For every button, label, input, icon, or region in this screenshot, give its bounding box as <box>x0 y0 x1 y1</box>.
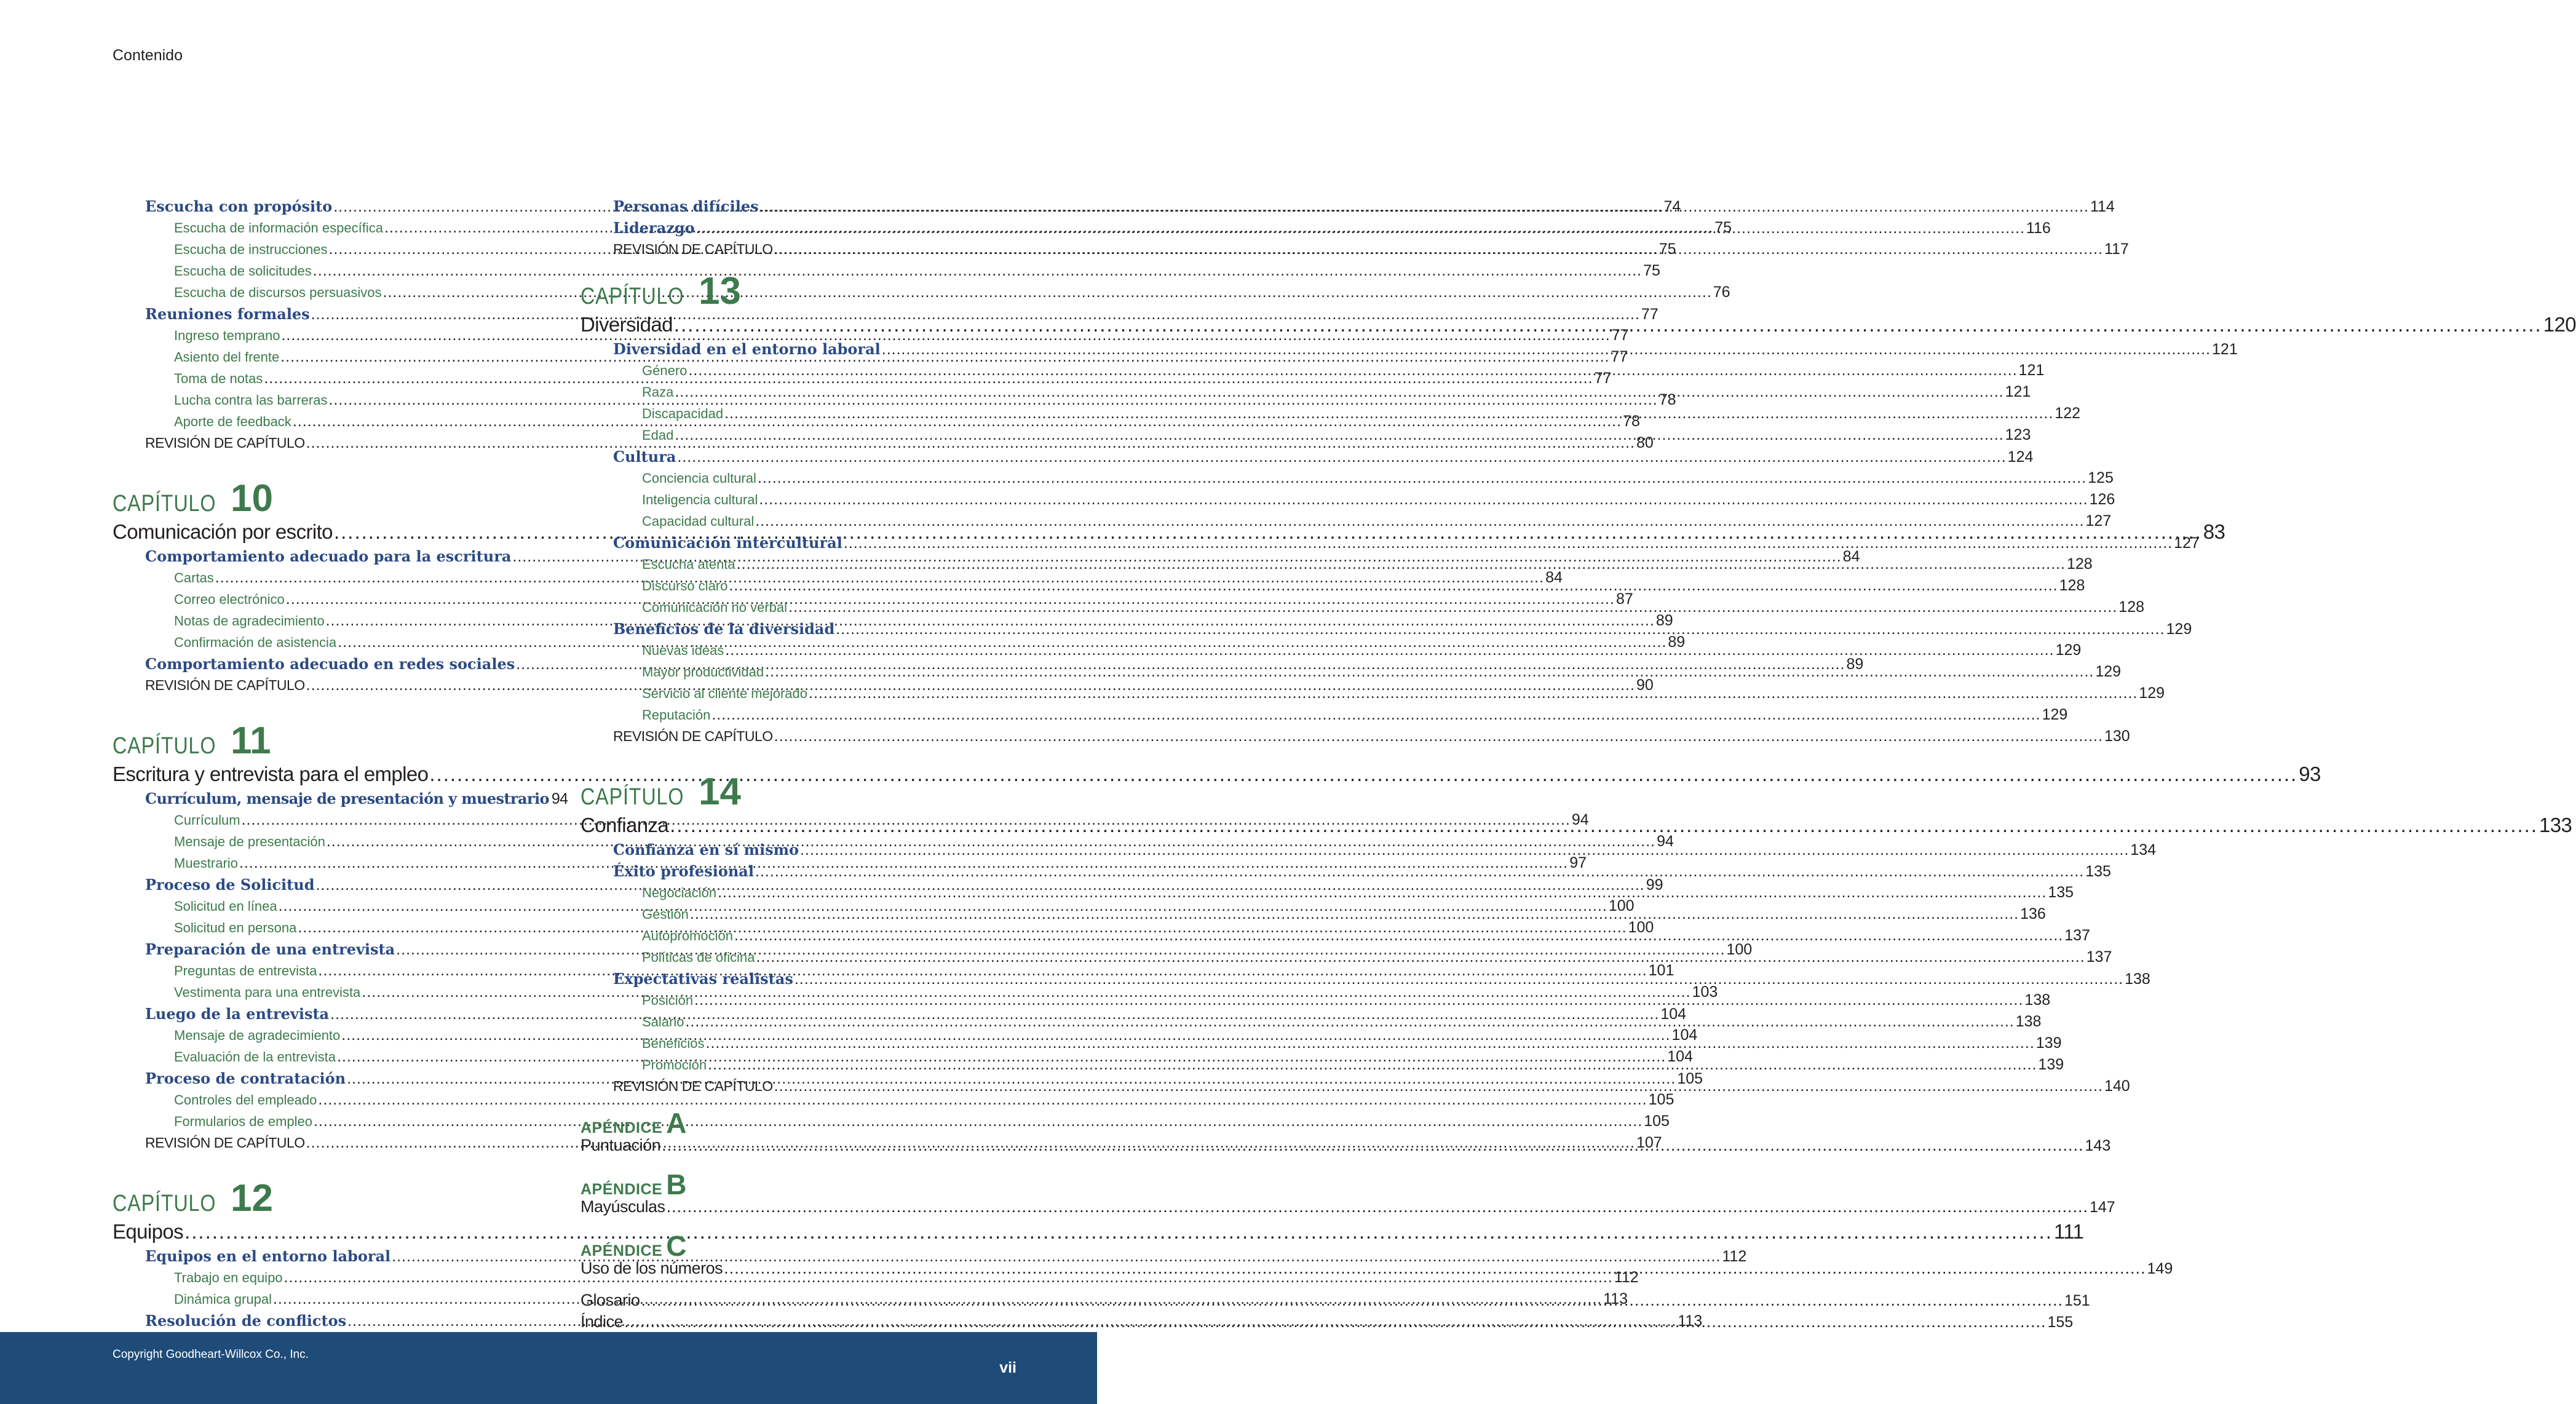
leader-dots <box>696 220 2025 237</box>
toc-page: 99 <box>1646 876 1663 894</box>
toc-chapter-review[interactable] <box>581 728 2130 749</box>
toc-title: Lucha contra las barreras <box>174 392 328 408</box>
toc-title: Gestión <box>642 906 689 922</box>
toc-title: Discurso claro <box>642 578 728 593</box>
leader-dots <box>667 1197 2088 1216</box>
leader-dots <box>674 313 2542 336</box>
toc-page: 100 <box>1608 897 1635 914</box>
toc-page: 113 <box>1603 1290 1628 1307</box>
toc-title: Cartas <box>174 570 214 585</box>
toc-title: Reuniones formales <box>145 305 310 323</box>
toc-page: 78 <box>1659 391 1676 408</box>
chapter-number: 11 <box>231 720 271 762</box>
toc-page: 75 <box>1714 219 1732 236</box>
toc-page: 84 <box>1842 548 1860 565</box>
toc-title: Comportamiento adecuado para la escritura <box>145 547 512 565</box>
toc-section[interactable] <box>581 448 2034 469</box>
toc-page: 136 <box>2020 905 2046 922</box>
toc-title: Confianza <box>581 814 669 836</box>
toc-page: 121 <box>2005 383 2031 400</box>
toc-title: Comunicación por escrito <box>113 520 333 543</box>
leader-dots <box>774 240 2103 258</box>
appendix-word: APÉNDICE <box>581 1119 663 1136</box>
toc-page: 138 <box>2125 970 2150 988</box>
leader-dots <box>760 198 2089 216</box>
toc-page: 138 <box>2024 991 2051 1009</box>
toc-title: Asiento del frente <box>174 349 280 365</box>
toc-page: 135 <box>2085 863 2111 880</box>
toc-page: 75 <box>1659 240 1676 258</box>
toc-title: Correo electrónico <box>174 592 285 607</box>
toc-section[interactable] <box>581 534 2200 555</box>
toc-page: 89 <box>1655 612 1673 629</box>
toc-chapter-title[interactable] <box>113 1220 2084 1247</box>
leader-dots <box>708 1056 2037 1074</box>
toc-title: Preparación de una entrevista <box>145 940 395 958</box>
toc-page: 123 <box>2005 426 2031 443</box>
toc-page: 127 <box>2085 512 2112 529</box>
toc-page: 89 <box>1668 633 1686 651</box>
toc-page: 77 <box>1611 348 1628 365</box>
toc-page: 129 <box>2042 706 2068 723</box>
toc-title: Personas difíciles <box>613 197 759 215</box>
toc-page: 78 <box>1623 413 1640 430</box>
toc-title: Comportamiento adecuado en redes sociales <box>145 655 515 673</box>
toc-title: Glosario <box>581 1291 640 1309</box>
toc-title: Escucha con propósito <box>145 197 333 215</box>
toc-title: Diversidad en el entorno laboral <box>613 340 881 358</box>
toc-title: Currículum, mensaje de presentación y muestrario <box>145 790 549 807</box>
toc-title: Mensaje de presentación <box>174 834 325 849</box>
toc-subsection[interactable] <box>581 469 2114 491</box>
toc-page: 111 <box>2053 1220 2084 1243</box>
toc-page: 137 <box>2086 948 2112 966</box>
toc-page: 139 <box>2038 1056 2064 1073</box>
toc-title: Currículum <box>174 812 240 828</box>
leader-dots <box>670 814 2538 837</box>
toc-title: Luego de la entrevista <box>145 1005 330 1023</box>
leader-dots <box>800 841 2129 859</box>
toc-page: 130 <box>2104 728 2130 745</box>
toc-page: 140 <box>2104 1077 2130 1095</box>
leader-dots <box>641 1291 2063 1310</box>
toc-page: 93 <box>2299 763 2321 785</box>
toc-page: 128 <box>2066 555 2093 573</box>
toc-title: Aporte de feedback <box>174 414 291 429</box>
toc-title: Éxito profesional <box>613 862 754 880</box>
toc-page: 127 <box>2174 534 2200 552</box>
toc-page: 104 <box>1671 1026 1698 1044</box>
appendix-heading <box>581 1168 1018 1200</box>
chapter-number: 10 <box>231 477 274 520</box>
chapter-word: CAPÍTULO <box>113 491 216 517</box>
leader-dots <box>774 728 2103 745</box>
toc-subsection[interactable] <box>113 1269 1639 1290</box>
toc-title: Negociación <box>642 885 717 900</box>
toc-title: Inteligencia cultural <box>642 492 758 507</box>
toc-title: REVISIÓN DE CAPÍTULO <box>613 241 773 257</box>
toc-page: 105 <box>1677 1070 1703 1087</box>
toc-page: 84 <box>1545 569 1563 586</box>
toc-title: REVISIÓN DE CAPÍTULO <box>613 728 773 744</box>
toc-title: Escucha de discursos persuasivos <box>174 285 382 300</box>
toc-title: REVISIÓN DE CAPÍTULO <box>145 435 305 451</box>
chapter-number: 12 <box>231 1177 274 1220</box>
toc-subsection[interactable] <box>113 327 1629 348</box>
toc-section[interactable] <box>113 790 568 811</box>
toc-page: 139 <box>2035 1034 2062 1052</box>
toc-page: 117 <box>2104 240 2129 258</box>
leader-dots <box>724 1259 2146 1278</box>
toc-title: Proceso de Solicitud <box>145 876 315 894</box>
leader-dots <box>737 555 2066 573</box>
toc-page: 80 <box>1636 434 1654 451</box>
toc-subsection[interactable] <box>581 706 2068 728</box>
appendix-word: APÉNDICE <box>581 1181 663 1198</box>
leader-dots <box>624 1312 2046 1331</box>
toc-page: 147 <box>2089 1199 2115 1216</box>
toc-subsection[interactable] <box>113 1091 1674 1112</box>
toc-title: Mensaje de agradecimiento <box>174 1028 341 1043</box>
toc-title: Resolución de conflictos <box>145 1312 347 1330</box>
toc-page: 101 <box>1648 962 1674 979</box>
toc-page: 89 <box>1846 656 1864 673</box>
leader-dots <box>844 534 2173 552</box>
toc-title: Formularios de empleo <box>174 1114 312 1129</box>
copyright-text: Copyright Goodheart-Willcox Co., Inc. <box>113 1348 309 1361</box>
toc-page: 94 <box>551 790 568 807</box>
toc-title: Mayor productividad <box>642 664 764 680</box>
toc-page: 126 <box>2089 491 2115 508</box>
toc-chapter-title[interactable] <box>113 763 2321 790</box>
chapter-heading <box>581 770 1018 814</box>
toc-title: Políticas de oficina <box>642 950 755 965</box>
toc-page: 103 <box>1692 983 1718 1001</box>
toc-page: 124 <box>2007 448 2034 466</box>
chapter-word: CAPÍTULO <box>113 1191 216 1216</box>
toc-page: 129 <box>2055 641 2082 659</box>
toc-page: 107 <box>1636 1134 1662 1151</box>
appendix-word: APÉNDICE <box>581 1242 663 1259</box>
toc-title: Promoción <box>642 1057 707 1073</box>
leader-dots <box>774 1077 2103 1095</box>
chapter-word: CAPÍTULO <box>581 284 684 309</box>
leader-dots <box>755 512 2084 530</box>
toc-title: Muestrario <box>174 855 238 871</box>
toc-page: 77 <box>1594 370 1612 387</box>
chapter-number: 14 <box>699 771 742 813</box>
leader-dots <box>675 383 2003 401</box>
toc-page: 105 <box>1648 1091 1674 1108</box>
leader-dots <box>765 663 2094 681</box>
toc-page: 116 <box>2026 220 2051 237</box>
toc-page: 100 <box>1628 919 1654 936</box>
toc-title: Edad <box>642 427 674 443</box>
leader-dots <box>734 927 2063 945</box>
toc-title: Beneficios de la diversidad <box>613 620 835 638</box>
toc-title: Beneficios <box>642 1036 705 1051</box>
toc-page: 74 <box>1663 198 1681 215</box>
toc-page: 114 <box>2090 198 2115 215</box>
toc-page: 83 <box>2203 520 2225 543</box>
toc-title: Controles del empleado <box>174 1092 317 1108</box>
toc-page: 128 <box>2118 598 2145 616</box>
footer-bar <box>0 1332 1097 1404</box>
toc-page: 128 <box>2059 577 2085 594</box>
leader-dots <box>755 863 2084 881</box>
appendix-letter: A <box>666 1107 687 1139</box>
toc-page: 129 <box>2139 684 2165 702</box>
leader-dots <box>759 491 2088 509</box>
toc-title: Comunicación no verbal <box>642 600 788 615</box>
toc-title: Notas de agradecimiento <box>174 613 325 629</box>
toc-title: REVISIÓN DE CAPÍTULO <box>145 677 305 693</box>
toc-subsection[interactable] <box>113 262 1660 284</box>
toc-page: 94 <box>1657 833 1674 850</box>
toc-title: Mayúsculas <box>581 1197 665 1216</box>
toc-title: Solicitud en línea <box>174 898 277 914</box>
leader-dots <box>694 991 2023 1009</box>
leader-dots <box>718 884 2047 902</box>
toc-page: 77 <box>1641 306 1659 323</box>
toc-title: Escucha de instrucciones <box>174 242 328 257</box>
toc-page: 94 <box>1571 811 1589 828</box>
leader-dots <box>725 641 2054 659</box>
toc-title: Trabajo en equipo <box>174 1270 283 1285</box>
toc-page: 138 <box>2015 1013 2042 1030</box>
toc-title: Escucha atenta <box>642 557 735 572</box>
page-number: vii <box>999 1359 1017 1376</box>
chapter-heading <box>113 719 549 763</box>
toc-title: Preguntas de entrevista <box>174 963 317 978</box>
leader-dots <box>758 469 2087 487</box>
toc-title: Comunicación intercultural <box>613 534 842 552</box>
toc-page: 105 <box>1644 1112 1670 1130</box>
appendix-heading <box>581 1106 1018 1139</box>
toc-page: 75 <box>1643 262 1660 279</box>
toc-subsection[interactable] <box>581 512 2112 534</box>
toc-page: 121 <box>2212 341 2238 358</box>
toc-page: 143 <box>2085 1137 2111 1154</box>
toc-title: Nuevas ideas <box>642 643 724 658</box>
toc-page: 104 <box>1660 1005 1687 1023</box>
toc-title: REVISIÓN DE CAPÍTULO <box>145 1135 305 1151</box>
chapter-word: CAPÍTULO <box>581 784 684 810</box>
leader-dots <box>882 341 2211 359</box>
toc-page: 100 <box>1726 941 1753 958</box>
appendix-heading <box>581 1229 1018 1262</box>
toc-page: 90 <box>1636 676 1654 694</box>
toc-page: 112 <box>1614 1269 1639 1286</box>
chapter-number: 13 <box>699 270 742 312</box>
leader-dots <box>685 1013 2014 1031</box>
toc-page: 121 <box>2018 362 2045 379</box>
chapter-heading <box>113 477 549 520</box>
toc-page: 77 <box>1611 327 1629 344</box>
leader-dots <box>809 684 2138 702</box>
leader-dots <box>706 1034 2035 1052</box>
leader-dots <box>756 948 2085 966</box>
leader-dots <box>690 905 2019 923</box>
toc-page: 133 <box>2539 814 2572 836</box>
toc-title: Capacidad cultural <box>642 514 755 529</box>
toc-page: 137 <box>2064 927 2090 944</box>
toc-page: 134 <box>2130 841 2157 859</box>
toc-page: 97 <box>1569 854 1587 871</box>
leader-dots <box>711 706 2040 724</box>
toc-title: Solicitud en persona <box>174 920 297 935</box>
toc-page: 104 <box>1667 1048 1693 1065</box>
toc-title: Liderazgo <box>613 219 695 237</box>
chapter-word: CAPÍTULO <box>113 733 216 759</box>
toc-page: 155 <box>2047 1314 2074 1331</box>
toc-title: Autopromoción <box>642 928 733 943</box>
toc-title: Cultura <box>613 448 676 466</box>
toc-title: Puntuación <box>581 1136 661 1154</box>
toc-title: Uso de los números <box>581 1259 723 1277</box>
toc-title: Proceso de contratación <box>145 1069 346 1087</box>
toc-title: Género <box>642 363 688 378</box>
toc-title: Servicio al cliente mejorado <box>642 686 808 701</box>
leader-dots <box>788 598 2117 616</box>
chapter-heading <box>113 1176 549 1220</box>
toc-title: Discapacidad <box>642 406 724 421</box>
toc-title: Equipos en el entorno laboral <box>145 1247 391 1265</box>
toc-page: 135 <box>2048 884 2074 901</box>
toc-title: Escritura y entrevista para el empleo <box>113 763 429 785</box>
leader-dots <box>675 426 2003 444</box>
leader-dots <box>729 577 2058 595</box>
running-head: Contenido <box>113 47 183 64</box>
toc-title: Diversidad <box>581 313 673 336</box>
appendix-letter: C <box>666 1230 687 1262</box>
toc-title: Salario <box>642 1014 684 1029</box>
toc-title: Expectativas realistas <box>613 970 793 988</box>
toc-title: Toma de notas <box>174 371 263 386</box>
leader-dots <box>724 405 2053 422</box>
toc-page: 151 <box>2064 1292 2090 1309</box>
toc-title: Raza <box>642 384 674 400</box>
leader-dots <box>836 621 2165 638</box>
leader-dots <box>662 1136 2083 1155</box>
toc-page: 120 <box>2543 313 2576 336</box>
toc-title: REVISIÓN DE CAPÍTULO <box>613 1078 773 1094</box>
toc-page: 122 <box>2055 405 2081 422</box>
toc-subsection[interactable] <box>581 491 2115 512</box>
toc-title: Escucha de información específica <box>174 220 383 236</box>
toc-title: Ingreso temprano <box>174 328 280 343</box>
toc-title: Posición <box>642 993 694 1008</box>
leader-dots <box>677 448 2006 466</box>
leader-dots <box>688 362 2017 379</box>
leader-dots <box>795 970 2123 988</box>
toc-title: Escucha de solicitudes <box>174 263 312 279</box>
toc-page: 113 <box>1678 1312 1703 1330</box>
toc-title: Equipos <box>113 1220 184 1243</box>
toc-title: Conciencia cultural <box>642 470 756 486</box>
toc-title: Índice <box>581 1312 624 1331</box>
toc-page: 112 <box>1722 1248 1747 1265</box>
toc-page: 125 <box>2088 469 2114 486</box>
toc-title: Confirmación de asistencia <box>174 635 337 650</box>
toc-page: 87 <box>1616 590 1633 608</box>
toc-title: Vestimenta para una entrevista <box>174 985 361 1000</box>
toc-page: 149 <box>2147 1260 2173 1277</box>
toc-title: Dinámica grupal <box>174 1291 272 1307</box>
leader-dots <box>184 1220 2053 1243</box>
appendix-letter: B <box>666 1168 687 1200</box>
toc-title: Reputación <box>642 707 711 723</box>
toc-page: 129 <box>2166 621 2192 638</box>
toc-title: Confianza en sí mismo <box>613 841 799 859</box>
toc-page: 129 <box>2095 663 2122 680</box>
toc-page: 76 <box>1713 284 1730 301</box>
toc-appendix-title[interactable] <box>581 1197 2115 1222</box>
chapter-heading <box>581 269 1018 313</box>
toc-title: Evaluación de la entrevista <box>174 1049 336 1065</box>
